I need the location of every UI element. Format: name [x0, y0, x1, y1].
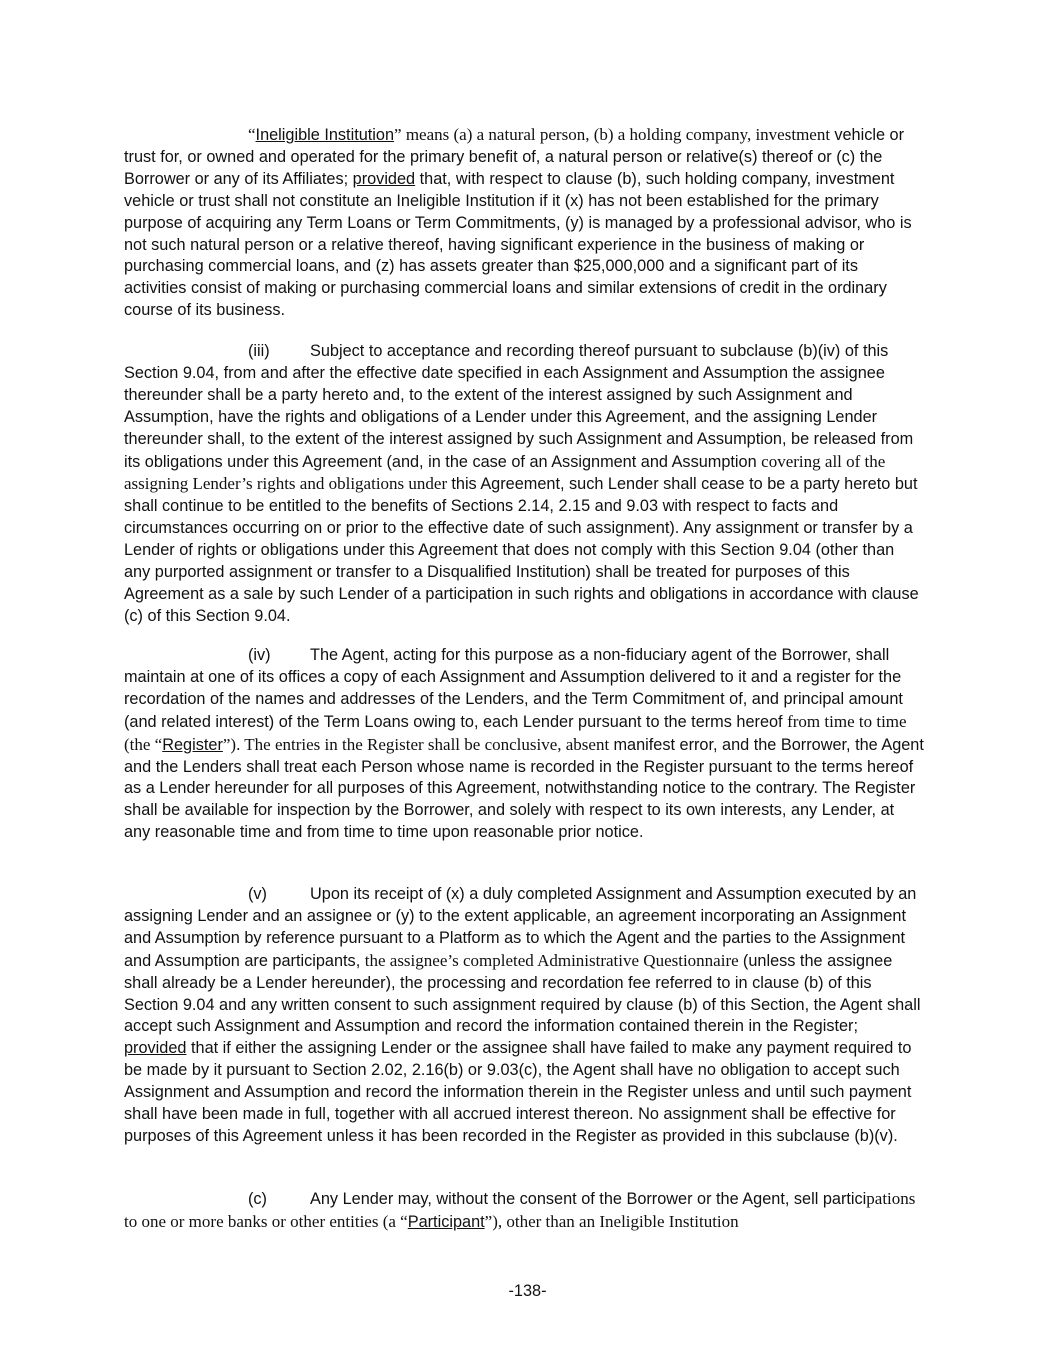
clause-label: (v) [248, 885, 267, 903]
paragraph-clause-c [124, 1188, 924, 1234]
text-run: ” means (a) a natural person, (b) a holding company, investment [394, 125, 835, 144]
clause-label: (iii) [248, 342, 270, 360]
text-run: that, with respect to clause (b), such holding company, investment vehicle or trust shall not constitute an Ineligible Institution if it (x) has not been established for the primary purpose of acquiring any Term Loans or Term Commitments, (y) is managed by a professional advisor, who is not such natural person or a relative thereof, having significant experience in the business of making or purchasing commercial loans, and (z) has assets greater than $25,000,000 and a significant part of its activities consist of making or purchasing commercial loans and similar extensions of credit in the ordinary course of its business. [124, 169, 912, 320]
text-run: Any Lender may, without the consent of the Borrower or the Agent, sell partici [310, 1190, 867, 1208]
text-run: Subject to acceptance and recording thereof pursuant to subclause (b)(iv) of this Section 9.04, from and after the effective date specified in each Assignment and Assumption the assignee thereunder shall be a party hereto and, to the extent of the interest assigned by such Assignment and Assumption, have the rights and obligations of a Lender under this Agreement, and the assigning Lender thereunder shall, to the extent of the interest assigned by such Assignment and Assumption, be released from its obligations under this Agreement (and, in the case of an Assignment and Assumption [124, 342, 914, 471]
underlined-provided: provided [352, 169, 416, 188]
defined-term-participant: Participant [407, 1212, 485, 1231]
text-run: ”), other than an Ineligible Institution [484, 1211, 739, 1231]
paragraph-clause-iii [124, 341, 924, 628]
text-run: ”). The entries in the Register shall be conclusive, absent [222, 734, 614, 754]
text-run: pations to one or more banks or other entities (a “ [124, 1189, 916, 1231]
text-run: that if either the assigning Lender or the assignee shall have failed to make any payment required to be made by it pursuant to Section 2.02, 2.16(b) or 9.03(c), the Agent shall have no obligation to accept such Assignment and Assumption and record the information therein in the Register unless and until such payment shall have been made in full, together with all accrued interest thereon. No assignment shall be effective for purposes of this Agreement unless it has been recorded in the Register as provided in this subclause (b)(v). [124, 1039, 912, 1145]
text-run: this Agreement, such Lender shall cease to be a party hereto but shall continue to be entitled to the benefits of Sections 2.14, 2.15 and 9.03 with respect to facts and circumstances occurring on or prior to the effective date of such assignment). Any assignment or transfer by a Lender of rights or obligations under this Agreement that does not comply with this Section 9.04 (other than any purported assignment or transfer to a Disqualified Institution) shall be treated for purposes of this Agreement as a sale by such Lender of a participation in such rights and obligations in accordance with clause (c) of this Section 9.04. [124, 475, 919, 625]
paragraph-ineligible-institution [124, 124, 924, 322]
text-run: covering all of the assigning Lender’s rights and obligations under [124, 451, 886, 494]
clause-label: (iv) [248, 646, 271, 664]
page-number: -138- [508, 1282, 547, 1300]
clause-label: (c) [248, 1190, 267, 1208]
text-run: Upon its receipt of (x) a duly completed Assignment and Assumption executed by an assigning Lender and an assignee or (y) to the extent applicable, an agreement incorporating an Assignment and Assumption by reference pursuant to a Platform as to which the Agent and the parties to the Assignment and Assumption are participants, [124, 885, 917, 970]
text-run: The Agent, acting for this purpose as a non-fiduciary agent of the Borrower, shall maintain at one of its offices a copy of each Assignment and Assumption delivered to it and a register for the recordation of the names and addresses of the Lenders, and the Term Commitment of, and principal amount (and related interest) of the Term Loans owing to, each Lender pursuant to the terms hereof [124, 646, 903, 731]
paragraph-clause-iv [124, 645, 924, 844]
underlined-provided: provided [124, 1039, 187, 1058]
text-run: the assignee’s completed Administrative Questionnaire [364, 950, 743, 970]
defined-term-ineligible-institution: Ineligible Institution [255, 126, 395, 144]
defined-term-register: Register [162, 735, 223, 754]
text-run: manifest error, and the Borrower, the Agent and the Lenders shall treat each Person whose name is recorded in the Register pursuant to the terms hereof as a Lender hereunder for all purposes of this Agreement, notwithstanding notice to the contrary. The Register shall be available for inspection by the Borrower, and solely with respect to its own interests, any Lender, at any reasonable time and from time to time upon reasonable prior notice. [124, 735, 924, 842]
text-run: vehicle or trust for, or owned and operated for the primary benefit of, a natural person or relative(s) thereof or (c) the Borrower or any of its Affiliates; [124, 126, 905, 188]
paragraph-clause-v [124, 884, 924, 1148]
text-run: (unless the assignee shall already be a Lender hereunder), the processing and recordation fee referred to in clause (b) of this Section 9.04 and any written consent to such assignment required by clause (b) of this Section, the Agent shall accept such Assignment and Assumption and record the information contained therein in the Register; [124, 951, 921, 1036]
text-run: “ [248, 125, 256, 144]
text-run: from time to time (the “ [124, 711, 907, 754]
